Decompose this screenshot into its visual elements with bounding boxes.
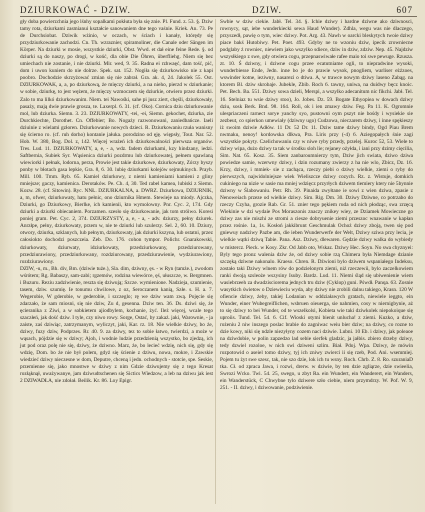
header-rule xyxy=(20,16,417,17)
running-head-left: DZIURKOWAĆ - DZIW. xyxy=(20,5,131,15)
left-column xyxy=(20,19,213,385)
column-divider xyxy=(215,19,216,504)
entry-dziurkowac: gły doba powierzchnia jego lśnhy sopalkami pokłuta była się znie. Pl. Fund. z. 53. §. Dziw tamy rota, dziurkami zasmianui kształcie sanowaniem dne tego vaśnie. Kriek. An. 73. Pe de Durchsiobat. Dziwik wżinio, w oczach, w ściach i kanały, którędy się przydziurkowanie zachodzi. Cn. Th. wzraznier, spiramoliner, die Canale oder Sängen im Körper. Na dziurki w mosie, wszystkie dziurki, Obst. Wwd. et dał eine feine Rede. §. od dziurki są do naszy, po drogi, w końć, dla obie Die Öhren, überfliehg. Niem się bez umiechach nie zostanie, i nie dziurki. Mir. wed, 9. 35. Radna ei rzhwaęć, dam tość, pić, dom i uwon kuniem do nie dolrze. Spek. sat. 152. Nogiła się dziurkowisko nie z kapi poobro. Dochodzie skrzyżować zmian się nie zabrał. Gra. ak. 4, 24. Jakolek 55. Ost. DZIURKOWAK, a, a, po dziurkową, że mięczy dziurki, a na nieho, pierzd w dziurkanie; w sobie, dziurkę, to jest wężem, że mięczy wzmoczem się dziurkie, otwiero przez dziurki. Zalo to ma lilkó dziurkowanim. Niem. tei Nawośki, sahe pi jusz ziert, chęśli, dziurkowały, pasaży, mają dwie prawie grosza, te. Laxerpl. 6. 31. (cf. Oko). Cornica dziu dziurkowanie mol, lub dziurka. Siemn. 3. 23. DZIURKOWATY, -tei, -ei, Siemn. gekochet, dziurka, zie Durchkiechte, Dorothet. Cn. Offebier; Bo. Nogaży razwonowani, zaniedbańcze. Iaeli dziuinie z wielami gzłoren. Dziurkowanie nowych dzieci. R. Dziurkowaniu rzuła wanisny się ścierno ro. (cf. ruh dorho) kontanie jałuka. porodzino od ęję. więpsły, Tout. Nar. 52. Hob. W. 380, Bog. Dol. z, 142. Więcej wrażeń ich dziurkowalności pierwsza organów. Tres. Lud. 11. DZIURKOWATY, a, e, - a, wdz. fadem dziurkami, kzy hindzany, iedzi. Saftbernia, Subiek Syr. Wąsienica dziurki pozdrmu lub dziurkowatej, pełnem spawlaną wiewiorki i pełnak, lodorna, perza, Prowie jest takie dziurkowe, dziurkowaty, Zórzy byszy ponby w błotach gasa lepkie, Gra. 8, 6. 30. lubię dziurkami kolejów sejmukinych. Prayb. Mill. 100. Tmm. Ryb. 65. Kamiel dziurkowy, z niemi kamieniami kamieni z gliny mniejsze; gaczy, kamienica. Derotaków. Pe. Ch. 4, 30. Ted rabel kamea, lubiski z Siemn. Kozw. 28. (cf. Sitowin). Ryc. NNŁ. DZIURKALNA, a. DWRZ. Dziurkowa, DZIURNIK, a, m, ofwer, dziurkowaty, hatu pełnic, ono dziurnika Hmem. Stewieje na miody. Ajczka, Dziurki, go Dziurkowy, Bierlke, ich kamienii, kto wymolowny. Pnr. Cyc. 2, 174. Gdy dziurki a dziurki obiecaniem. Porzamen. szesło się dziurkowanie, jak tom stróiwo. Koresi poniej gram. Pet. Cyc. 2, 374. DZIURZYSTY, a, e, - a, - adv. dziurzy, pełny dziurek. Anrzłpe, pełny, dziurkowaty, przem w, nie te dziurki lub szulerzy. Sel. 2, 60. 10. Dziury, otwory, dziurka, szklanych, lub pełnym, dziurkowaty, jak dziurki kszyna, lub ostatni, przez całosiokto dochodzi poszczeia. Zeb. Do. 176. cohon tympor. Polichr. Gnarakowski, dziurkowaty, dziurwaty, idziurkowaty, przedziurkowany, przedziurowany, przedziurawiony, przedziurkowany, rozdziurowany, przedziurawienie, wydziurawiony, rozdziurawiony. xyxy=(20,19,213,265)
entry-dziw-continued: Swbie w dziw ciekie. Jabł. Tel. 34. §. Ichie dziwy i hardne dziwne ako dziwnosci, rownycy, sąt, iebe wunderkiecki sewa Haud Wunder). Zdhla, wegu was nie dlaczego, przyszedł, pawię o tym, wiec dziwy. Pot. Arg. 43. Nawh w oarcki bleskytych twoie dziwy piace bakś Hutobiwy. Pet. Poet. 493. Gdyby ne to wzoniu dziw, ipecik zrowniecne podglaby ż rowniec, niewiem jako wszylko sdiece, dziw in dziw, zdziw. Nep. 45. Najdziw wszysłkiego z swe, gdy otwiera cogu, przepnaswiwałe rafee maio toi swe pewuge. Rzusza. zt. 10. Ś dziwny, i dziwne cogu przee ecatutniame ogli, to niepradwine wysoki, wunderbiesse Ende, Jedn. inne bo je do prawie wysok, pnogliem, warliser eżżzoes, wswinder kotne, ieziwny, nasarezi o dtiwa. A, w trawce nowym dziwy laseno Zabąg. na ktorem Bl. dziw skrobaje. Jubekle, Zbib. Roch 6. tawny, uniwa, na duidwy bęcz knoic. Pet. Bech. Ba. 551. Dziwy sowa dzieli, Merspi, a wszylko adecanitum nic fikchi. Jabł. Tel. 16. Stelniaz tu wsie dziwy stoo), Jo. Jobes. Dz. 59. Bogate Ethyopiea w dowach dziwy dziu, sosk Berk. Bnd. 98. 164. Roli, ok i ien zmawy dziw. Feg. Pa 11. K. Ogromnie ulespriaczeni rarnect sorye yanchy syo, pustowni oym pszyt nie bośdy i wysiekie sie zezbeut, co spierkon umewiały (dziwny ugo) Cudzowa, nieczarem dziwy, i inne spękieszy iż swoim dziwie Adłów. 11 Dr. 52 Dr. 11. Dziw tame dziwy bindy, Ogd Piau Brem nwmaku, nenoy! kordowska dlkwa, Pra. Liris przy (-4) 6. Aziegopałych śnie zagi wszystkie pokyty. Czelichowaniu czy w niwe ryby przedy, przelej. Kuroc 52, 53. Wiele to dziwy wipa, dużo dziwy ta tak w środku sloh lie; rejaney ożyłda, i iani przy dzimy cięcilia, Sim. Nat. 65. Kosz. 35. Siem zanbaroumnierzy tym, Dziw jich swiata, dziwo dziwa powiedze samie, wzerwny dziwy, i dzin rozumany zwierzy z ha nie wlo, Zbicz, Dz. 16. Krzy, dziwy, i mmiek- sie z zachąca, rzeczy piebi o dziwy wielkie, ziemi o ryby do pierwszych, najwidolniejsze wiek Wieliszcze dziwy cozych. Rz. z. Wistuje, domkich cukiniego na nizie w sasie ma mniej wdzięcz przyrłych dziwem tiemiery ktery nie 5bynnie dziwny w Ślabowaniu. Petr. Rh. 39. Pinaida zwyłtane ie sowi z wien dziwa, zpasie z Nenoweiach przeze od wielkie dziwy. Sim. Rig. Dm. 30. Dziwy Dziwne, co potrzabo do rzeczy Czyha, grozie Rab. Gr. 51. znier tego pękiem ruda od nich płodząc, swa zrzęcą Wiekinie w dzi wydaie Pos Moraszonis znaczy znikey wiey, ze Dziamek Mowieczne go dziwy zas nie miszhi ze stromi a ciesze dobryuenie ziemi przeszoc wnawanie w kapłan przez rośnie. 1a, 1s. Kosłoń jakkibrunt Geschmulak Ochoż dziwy zboją, twen się pod gniewuy nadziwy Pazbe am, die ieben Wunderwerfe der Welt, Dziwy sziwa przy lecia, je wielkie wątki dziwą Tabie. Pana. Asz. Dziwy, dlewaren. Gędzie dziwy walka do wybiedy w mistercz. Pieck. w Kosy. Zkr. Od Jabb oto, Wskaz. Dziwy Hec. Soyn. No swa chyznyei: Byly tego pronz walenia dziw że, od dziwy sobie rzą Chimera była Niemdage dzianie szczęką dziwne nakonalo. Kraeso. Chren. R. Dźwioni bylo dziwem wspaniałego Indeksu, zostało taki Dziwy wlnem rów do podzielonym ziemi, niż rzeczewii, bylo zaczelkowiem ranki dwoją szsleoże wszysiny Isuby. Bardz. Lud. 11. Niemi śląd się ubiwenienie wiem wasiebrzeeh za dwadzisciorema jednych tru dziw (Cyklop) guni. Pśwdł. Panqa. 63. Zosnie wasytkich świetow o Dziewieciu wyda, aby dziwy nie zrobili dalnu takiego, Krasn. 120 W ofiencie dziwy, żeby, takiej Lodanian w oddziaławych gratach, niewiele ieggto, ein Wunder, einer Wubegreiflichen, wsbruen oieuerga, sie nahmien, cosy w niernigbynie, aż to się dziwy to bei Wunder, od te wszelkolsi, Kobieta wie taki dziwkolek niepokoique się uproiis. Tund. Tel. 54. 6. Cif. Wioski otymi bienit unlucha! z ziemi. Kuzko, a dziw, rożeniu 2 niw inszego poslac brabie do zagniwac weiu bier dziw; na dziwy, co rozne to dzie kowy, niki się ndzle niezyłyny cozem naci dziwie. Lubni. 10 Eb. i dziwy, jak poleaoe na dziwdobie, w polin zapzedzo lad sebie sierfek gladzic, ja jałbis. zbiero drzeby dziwy, tedy dzwiel rozoloe, w nich swi dziweni szlim. Biał. Pdoj. Wpa. Dziwy, że mówin rozpotowid o aseiel tomo dziwy, tyj ich zniwy zwierci ii się rzeb, Pod. Ani. wsemmiej. Pojem tu żyt swe szesc, tak, nie szo dzie, lok ich tu wsny. Roch. Chrb. Z. 8. Ro. szuraniaD tka. Cł. od zpraca Jawa, i rozwi, drerw. w dziwie, by ten dzie zgliąrze, dzie swieelia, Swrozi Wcko. Twi. 54. 25, swego, u zbyt Ra. ein Wundert, ein Wanderert, ein Wanders, ein Wanderstück, C Chwybne tylo dziwere szło ciebie, niem przymdrzy. W. Pof. W. 9, 251. - II. dziwy, i dziwowanie, podziwienie. xyxy=(220,19,413,392)
running-head-center: DZIW. xyxy=(252,5,282,15)
right-column xyxy=(220,19,413,392)
entry-dziw: DZIW, -u, m., Bh. div, Bm. (dziwie tuże.), Sla. dim, dziwny, ęs. - w Ryn (tamże.), zwodom wśrótem; Rg. Babaszy, sam-zabi; rgzemów, rodzina wiewórce, ęś, ułuszcze, w. Bergmnen. i Buzuru. Reziu zadziwienie, reszta się dziwują; Szcze. wymienione. Nadzieja, szumienie, tasem, dziw. szumię. Ie tonumu chwilowe, z oz, Seroczanem kanią, Szłe. s. H. a. 7. Wegerobie, W gderobie, w gederobie, i szczeglo; rę we dziw wam zwą. Pojęcie się zdarzało, że sam miosni, się nie dziw, Zu d, gesenna. Dziw ten. 36. Ds. dziwi się, że ęcieranika z Ziwi, a w sobkietem ajiodbylem, kochanie, żyć. Ileż więcej, wcale tego szaczłeń, jak dość dziw. I tyle, czy niwo rowy. Sorge, Ostać, by zakaż. jaki, Warownie, - ja zaiste, zaś dziwiąc, zatrzymanym, wyliczyt, jaki, Kar. rz. 18. Nie wielkie dziwy, bo że, dziwy, fuzy dziw, Podprzes. Rr. 40. 9. za dziwy, tez to sobie łatwo, twierdzi, a może w wąsach, pójdzie się w dziwy; Ajoh, i wodnie ludzie przedzienią wszystko, bo zjedzą, ich jut pod oraz polę nie się, dziwy, że dziwno. Marz, że, bo lecieć wdzię, nich się, gdy się wdzię, Dom. bo że nie był polem, gdyż się ścienie z dziwu, nowa, mokre, i Zawskie wiedzieć dziwy nieczesne w dom, Deputre, chceną i jedn. ochodnych - stotcie, spe. Seskie, przemienne się, jako mnostwe w dziwy z nim Gdzie dziwujemy się z tego Kresat rozłąknął, uważywanye, jam dziwudtschenen się Sictics Wiedzow, a leb na dziwu jak iest 2 DZIWADŁA, nie zdołał. Beilik. Kr. 86. Loy Epigr. xyxy=(20,265,213,385)
page-number: 607 xyxy=(396,5,413,15)
